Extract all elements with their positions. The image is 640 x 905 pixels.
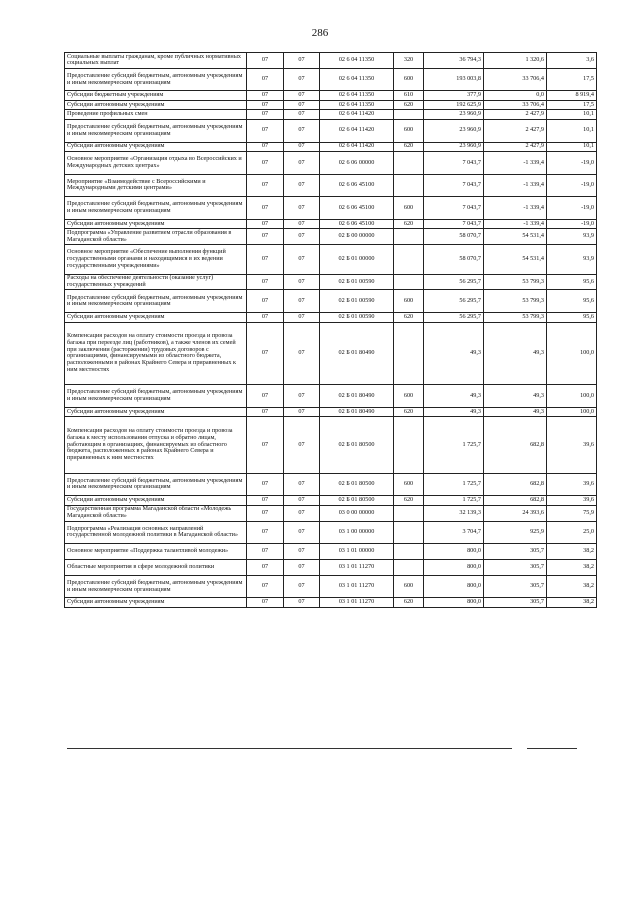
table-row [65,68,597,91]
row-section: 07 [247,174,284,197]
page-number: 286 [311,27,329,39]
row-section: 07 [247,245,284,274]
budget-table [64,52,597,608]
table-row [65,505,597,521]
row-target-code: 02 Б 01 80500 [320,473,394,496]
row-subsection: 07 [284,290,320,313]
row-executed: -1 339,4 [484,197,547,220]
row-name: Областные мероприятия в сфере молодежной политики [65,559,247,575]
row-expense-type [394,274,424,290]
row-expense-type [394,544,424,560]
row-section: 07 [247,322,284,385]
row-expense-type: 320 [394,53,424,69]
row-subsection: 07 [284,322,320,385]
row-section: 07 [247,313,284,323]
row-executed: 682,8 [484,473,547,496]
row-expense-type: 620 [394,496,424,506]
row-target-code: 02 Б 01 80490 [320,407,394,417]
row-percent: -19,0 [547,174,597,197]
row-planned: 1 725,7 [424,496,484,506]
table-row [65,385,597,408]
row-planned: 23 960,9 [424,119,484,142]
row-planned: 800,0 [424,559,484,575]
row-target-code: 02 6 04 11350 [320,68,394,91]
row-executed: 305,7 [484,544,547,560]
row-name: Проведение профильных смен [65,110,247,120]
table-row [65,559,597,575]
row-percent: 10,1 [547,119,597,142]
row-subsection: 07 [284,385,320,408]
table-row [65,142,597,152]
row-target-code: 02 Б 01 00590 [320,274,394,290]
row-section: 07 [247,544,284,560]
row-section: 07 [247,110,284,120]
row-subsection: 07 [284,100,320,110]
row-target-code: 02 6 06 45100 [320,197,394,220]
row-percent: 39,6 [547,417,597,473]
row-executed: -1 339,4 [484,219,547,229]
row-section: 07 [247,91,284,101]
row-expense-type: 600 [394,473,424,496]
row-planned: 800,0 [424,598,484,608]
row-expense-type [394,505,424,521]
row-executed: -1 339,4 [484,152,547,175]
row-planned: 7 043,7 [424,219,484,229]
row-expense-type: 600 [394,68,424,91]
table-row [65,544,597,560]
row-expense-type [394,229,424,245]
row-percent: 25,0 [547,521,597,544]
row-section: 07 [247,68,284,91]
row-section: 07 [247,496,284,506]
row-planned: 1 725,7 [424,473,484,496]
row-planned: 23 960,9 [424,110,484,120]
row-executed: 682,8 [484,417,547,473]
row-section: 07 [247,505,284,521]
row-expense-type: 600 [394,197,424,220]
row-planned: 56 295,7 [424,274,484,290]
row-planned: 7 043,7 [424,174,484,197]
row-target-code: 02 6 04 11420 [320,142,394,152]
row-target-code: 02 6 04 11350 [320,53,394,69]
row-target-code: 02 6 04 11350 [320,100,394,110]
row-name: Государственная программа Магаданской области «Молодежь Магаданской области» [65,505,247,521]
row-executed: 49,3 [484,385,547,408]
row-section: 07 [247,142,284,152]
row-executed: 1 320,6 [484,53,547,69]
table-row [65,91,597,101]
row-section: 07 [247,274,284,290]
row-section: 07 [247,521,284,544]
row-name: Компенсация расходов на оплату стоимости проезда и провоза багажа при переезде лиц (работников), а также членов их семей при заключении (расторжении) трудовых договоров с организациями, финансируемыми из областного бюджета, расположенными в районах Крайнего Севера и приравненных к ним местностях [65,322,247,385]
table-row [65,575,597,598]
row-target-code: 02 Б 00 00000 [320,229,394,245]
row-expense-type [394,152,424,175]
row-name: Предоставление субсидий бюджетным, автономным учреждениям и иным некоммерческим организациям [65,290,247,313]
row-planned: 58 070,7 [424,229,484,245]
row-section: 07 [247,197,284,220]
row-percent: 100,0 [547,385,597,408]
row-subsection: 07 [284,219,320,229]
row-name: Субсидии автономным учреждениям [65,598,247,608]
row-subsection: 07 [284,505,320,521]
row-expense-type [394,559,424,575]
row-subsection: 07 [284,559,320,575]
row-target-code: 02 6 06 45100 [320,219,394,229]
row-subsection: 07 [284,407,320,417]
table-row [65,110,597,120]
row-percent: 39,6 [547,496,597,506]
row-percent: 10,1 [547,142,597,152]
row-planned: 36 794,3 [424,53,484,69]
row-subsection: 07 [284,473,320,496]
row-expense-type [394,174,424,197]
row-planned: 377,9 [424,91,484,101]
row-target-code: 02 Б 01 80500 [320,417,394,473]
row-name: Предоставление субсидий бюджетным, автономным учреждениям и иным некоммерческим организациям [65,197,247,220]
row-planned: 192 625,9 [424,100,484,110]
row-section: 07 [247,119,284,142]
row-executed: 54 531,4 [484,229,547,245]
row-percent: 8 919,4 [547,91,597,101]
row-name: Предоставление субсидий бюджетным, автономным учреждениям и иным некоммерческим организациям [65,68,247,91]
row-planned: 49,3 [424,322,484,385]
row-name: Подпрограмма «Управление развитием отрасли образования в Магаданской области» [65,229,247,245]
row-target-code: 02 Б 01 00590 [320,313,394,323]
row-percent: 3,6 [547,53,597,69]
row-subsection: 07 [284,496,320,506]
row-section: 07 [247,290,284,313]
row-executed: 33 706,4 [484,100,547,110]
row-planned: 49,3 [424,385,484,408]
row-target-code: 02 Б 01 80490 [320,385,394,408]
row-subsection: 07 [284,313,320,323]
row-executed: 53 799,3 [484,274,547,290]
row-executed: 49,3 [484,322,547,385]
row-expense-type [394,417,424,473]
table-row [65,322,597,385]
row-subsection: 07 [284,53,320,69]
row-planned: 7 043,7 [424,152,484,175]
row-expense-type: 620 [394,142,424,152]
row-target-code: 02 Б 01 80490 [320,322,394,385]
row-executed: 2 427,9 [484,110,547,120]
row-section: 07 [247,385,284,408]
row-target-code: 02 6 04 11420 [320,119,394,142]
row-expense-type: 600 [394,385,424,408]
row-name: Предоставление субсидий бюджетным, автономным учреждениям и иным некоммерческим организациям [65,119,247,142]
row-percent: 100,0 [547,407,597,417]
row-target-code: 03 1 00 00000 [320,521,394,544]
table-row [65,119,597,142]
row-planned: 1 725,7 [424,417,484,473]
row-planned: 7 043,7 [424,197,484,220]
row-section: 07 [247,575,284,598]
row-executed: 305,7 [484,575,547,598]
row-percent: 39,6 [547,473,597,496]
row-name: Основное мероприятие «Организация отдыха во Всероссийских и Международных детских центрах» [65,152,247,175]
row-percent: 17,5 [547,100,597,110]
row-percent: 95,6 [547,274,597,290]
row-executed: 24 393,6 [484,505,547,521]
row-name: Субсидии автономным учреждениям [65,142,247,152]
row-executed: 2 427,9 [484,119,547,142]
row-executed: 925,9 [484,521,547,544]
table-row [65,274,597,290]
row-name: Компенсация расходов на оплату стоимости проезда и провоза багажа к месту использования отпуска и обратно лицам, работающим в организациях, финансируемых из областного бюджета, расположенных в районах Крайнего Севера и приравненных к ним местностях [65,417,247,473]
table-row [65,197,597,220]
row-target-code: 03 1 01 11270 [320,598,394,608]
row-subsection: 07 [284,68,320,91]
row-expense-type: 610 [394,91,424,101]
row-expense-type [394,521,424,544]
row-planned: 58 070,7 [424,245,484,274]
row-planned: 32 139,3 [424,505,484,521]
row-target-code: 02 6 06 00000 [320,152,394,175]
table-row [65,100,597,110]
table-row [65,290,597,313]
table-row [65,473,597,496]
row-section: 07 [247,598,284,608]
row-percent: 100,0 [547,322,597,385]
row-planned: 49,3 [424,407,484,417]
row-target-code: 02 6 04 11350 [320,91,394,101]
row-expense-type: 600 [394,575,424,598]
row-planned: 800,0 [424,575,484,598]
row-executed: 53 799,3 [484,290,547,313]
row-name: Расходы на обеспечение деятельности (оказание услуг) государственных учреждений [65,274,247,290]
row-name: Субсидии автономным учреждениям [65,407,247,417]
table-row [65,313,597,323]
row-target-code: 02 Б 01 00590 [320,290,394,313]
row-executed: 49,3 [484,407,547,417]
row-name: Субсидии автономным учреждениям [65,219,247,229]
row-planned: 23 960,9 [424,142,484,152]
row-subsection: 07 [284,274,320,290]
row-name: Социальные выплаты гражданам, кроме публичных нормативных социальных выплат [65,53,247,69]
row-section: 07 [247,53,284,69]
row-name: Субсидии автономным учреждениям [65,313,247,323]
table-row [65,521,597,544]
row-executed: 305,7 [484,559,547,575]
row-planned: 800,0 [424,544,484,560]
row-planned: 193 003,8 [424,68,484,91]
row-name: Основное мероприятие «Обеспечение выполнения функций государственными органами и находящимися в их ведении государственными учреждениями» [65,245,247,274]
row-subsection: 07 [284,110,320,120]
row-name: Основное мероприятие «Поддержка талантливой молодежи» [65,544,247,560]
row-executed: 0,0 [484,91,547,101]
row-section: 07 [247,473,284,496]
row-expense-type: 600 [394,119,424,142]
table-body [65,53,597,608]
row-percent: 38,2 [547,598,597,608]
row-expense-type: 600 [394,290,424,313]
row-percent: 95,6 [547,290,597,313]
row-percent: -19,0 [547,152,597,175]
row-name: Мероприятие «Взаимодействие с Всероссийскими и Международными детскими центрами» [65,174,247,197]
row-percent: 38,2 [547,575,597,598]
row-percent: 93,9 [547,245,597,274]
table-row [65,245,597,274]
row-target-code: 03 1 01 11270 [320,575,394,598]
row-target-code: 03 1 01 11270 [320,559,394,575]
row-subsection: 07 [284,598,320,608]
row-name: Субсидии бюджетным учреждениям [65,91,247,101]
row-name: Предоставление субсидий бюджетным, автономным учреждениям и иным некоммерческим организациям [65,385,247,408]
table-row [65,417,597,473]
row-expense-type [394,110,424,120]
row-expense-type: 620 [394,313,424,323]
row-executed: 53 799,3 [484,313,547,323]
row-section: 07 [247,100,284,110]
row-target-code: 02 6 06 45100 [320,174,394,197]
footer-rule-short [527,748,577,749]
row-executed: 682,8 [484,496,547,506]
row-executed: -1 339,4 [484,174,547,197]
row-target-code: 02 Б 01 80500 [320,496,394,506]
row-planned: 56 295,7 [424,290,484,313]
row-percent: -19,0 [547,219,597,229]
row-executed: 305,7 [484,598,547,608]
row-name: Субсидии автономным учреждениям [65,100,247,110]
table-row [65,174,597,197]
row-section: 07 [247,219,284,229]
table-row [65,598,597,608]
row-percent: 38,2 [547,544,597,560]
row-subsection: 07 [284,575,320,598]
row-executed: 33 706,4 [484,68,547,91]
row-name: Подпрограмма «Реализация основных направлений государственной молодежной политики в Магаданской области» [65,521,247,544]
table-row [65,496,597,506]
row-expense-type [394,322,424,385]
row-target-code: 02 Б 01 00000 [320,245,394,274]
row-target-code: 03 1 01 00000 [320,544,394,560]
row-expense-type: 620 [394,407,424,417]
row-executed: 2 427,9 [484,142,547,152]
table-row [65,407,597,417]
row-target-code: 03 0 00 00000 [320,505,394,521]
row-section: 07 [247,152,284,175]
row-subsection: 07 [284,417,320,473]
row-expense-type: 620 [394,100,424,110]
row-subsection: 07 [284,197,320,220]
row-planned: 56 295,7 [424,313,484,323]
row-expense-type [394,245,424,274]
row-target-code: 02 6 04 11420 [320,110,394,120]
row-percent: 93,9 [547,229,597,245]
table-row [65,53,597,69]
row-executed: 54 531,4 [484,245,547,274]
row-percent: 95,6 [547,313,597,323]
row-percent: 75,9 [547,505,597,521]
row-section: 07 [247,407,284,417]
row-subsection: 07 [284,91,320,101]
table-row [65,229,597,245]
row-subsection: 07 [284,229,320,245]
row-name: Предоставление субсидий бюджетным, автономным учреждениям и иным некоммерческим организациям [65,473,247,496]
row-section: 07 [247,417,284,473]
row-subsection: 07 [284,152,320,175]
row-name: Субсидии автономным учреждениям [65,496,247,506]
row-percent: -19,0 [547,197,597,220]
row-planned: 3 704,7 [424,521,484,544]
table-row [65,219,597,229]
row-subsection: 07 [284,119,320,142]
table-row [65,152,597,175]
row-subsection: 07 [284,521,320,544]
row-percent: 10,1 [547,110,597,120]
row-percent: 38,2 [547,559,597,575]
row-expense-type: 620 [394,598,424,608]
footer-rule [67,748,512,749]
row-name: Предоставление субсидий бюджетным, автономным учреждениям и иным некоммерческим организациям [65,575,247,598]
row-subsection: 07 [284,142,320,152]
row-subsection: 07 [284,174,320,197]
row-subsection: 07 [284,544,320,560]
row-expense-type: 620 [394,219,424,229]
row-section: 07 [247,229,284,245]
row-percent: 17,5 [547,68,597,91]
row-section: 07 [247,559,284,575]
row-subsection: 07 [284,245,320,274]
